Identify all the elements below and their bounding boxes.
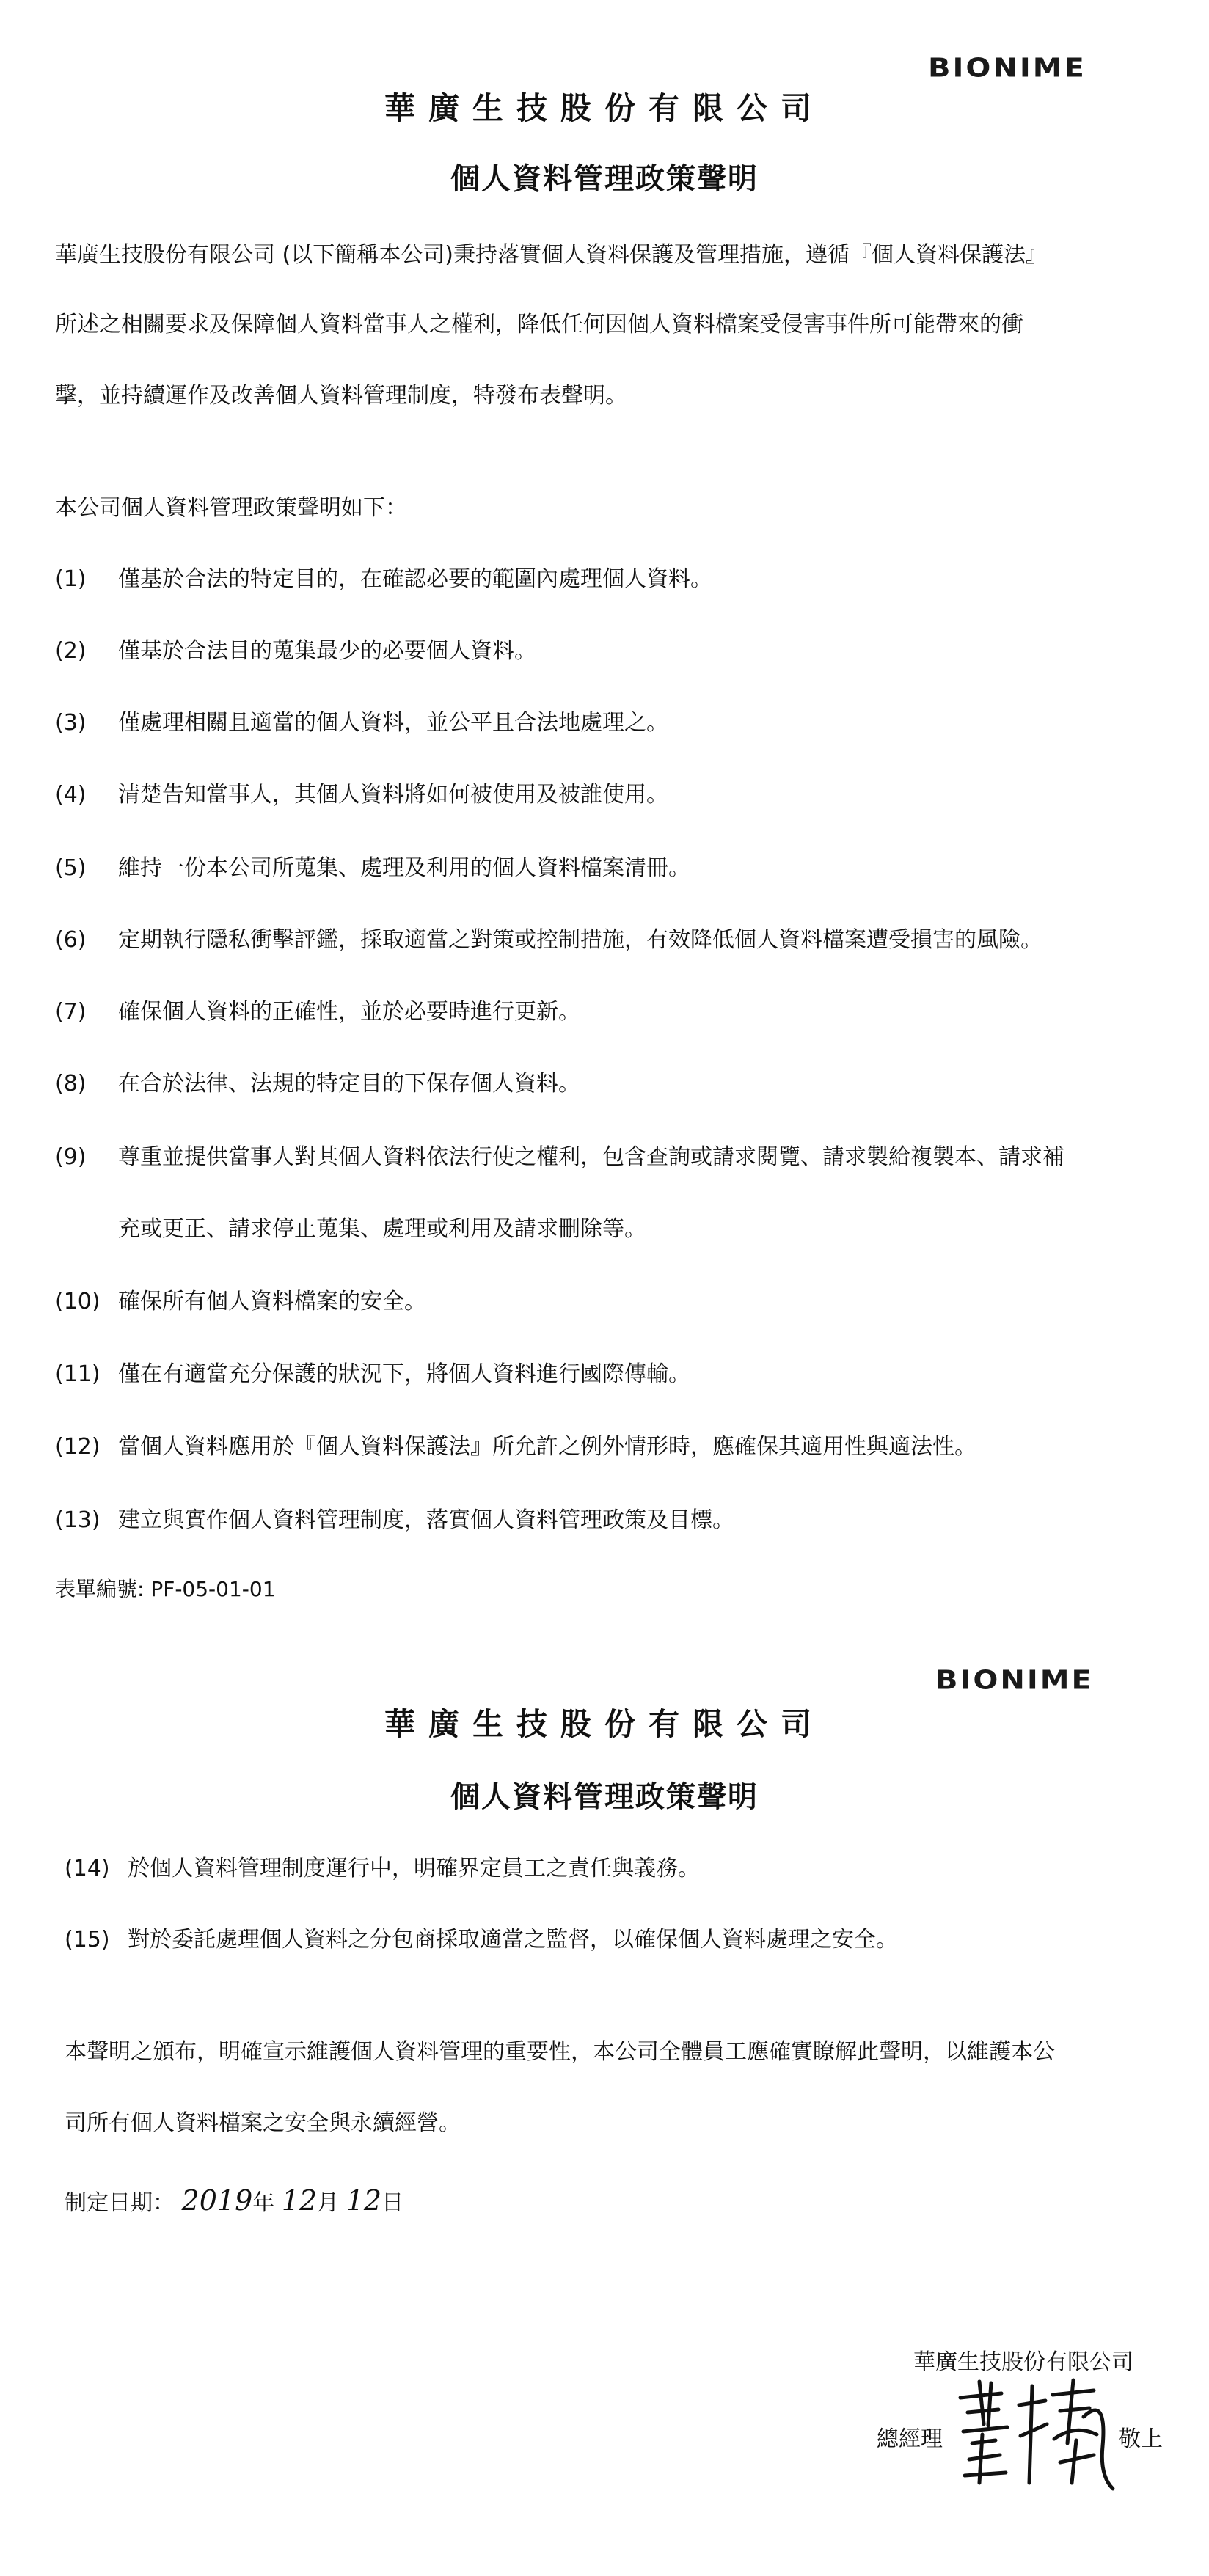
closing-line-2: 司所有個人資料檔案之安全與永續經營。 xyxy=(65,2110,461,2136)
date-month-unit: 月 xyxy=(317,2190,340,2216)
intro-line-2: 所述之相關要求及保障個人資料當事人之權利，降低任何因個人資料檔案受侵害事件所可能帶來的衝 xyxy=(55,312,1023,337)
form-code: 表單編號: PF-05-01-01 xyxy=(55,1577,276,1601)
list-item: (11) 僅在有適當充分保護的狀況下，將個人資料進行國際傳輸。 xyxy=(55,1361,690,1387)
list-item: (1) 僅基於合法的特定目的，在確認必要的範圍內處理個人資料。 xyxy=(55,566,712,592)
list-item: (5) 維持一份本公司所蒐集、處理及利用的個人資料檔案清冊。 xyxy=(55,855,690,881)
date-year-handwritten: 2019 xyxy=(181,2184,253,2217)
list-item: (7) 確保個人資料的正確性，並於必要時進行更新。 xyxy=(55,999,580,1025)
company-name-heading: 華廣生技股份有限公司 xyxy=(384,90,825,126)
date-year-unit: 年 xyxy=(252,2190,275,2216)
list-item: (2) 僅基於合法目的蒐集最少的必要個人資料。 xyxy=(55,638,536,664)
closing-line-1: 本聲明之頒布，明確宣示維護個人資料管理的重要性，本公司全體員工應確實瞭解此聲明，以維護本公 xyxy=(65,2039,1055,2065)
list-item: (6) 定期執行隱私衝擊評鑑，採取適當之對策或控制措施，有效降低個人資料檔案遭受損害的風險。 xyxy=(55,927,1042,953)
list-item: (14) 於個人資料管理制度運行中，明確界定員工之責任與義務。 xyxy=(65,1856,700,1881)
handwritten-signature xyxy=(950,2373,1119,2498)
company-logo: BIONIME xyxy=(935,1665,1094,1696)
company-logo: BIONIME xyxy=(928,53,1086,84)
intro-line-3: 擊，並持續運作及改善個人資料管理制度，特發布表聲明。 xyxy=(55,383,627,409)
date-label: 制定日期： xyxy=(65,2190,175,2216)
list-item: (4) 清楚告知當事人，其個人資料將如何被使用及被誰使用。 xyxy=(55,782,668,808)
sign-title: 總經理 xyxy=(877,2426,943,2452)
list-item: (9) 尊重並提供當事人對其個人資料依法行使之權利，包含查詢或請求閱覽、請求製給複製本、請求補 xyxy=(55,1144,1064,1170)
list-intro: 本公司個人資料管理政策聲明如下： xyxy=(55,495,407,521)
enactment-date xyxy=(65,2184,403,2217)
sign-closing: 敬上 xyxy=(1119,2426,1163,2452)
list-item: (13) 建立與實作個人資料管理制度，落實個人資料管理政策及目標。 xyxy=(55,1507,734,1533)
date-day-handwritten: 12 xyxy=(346,2184,382,2217)
intro-line-1: 華廣生技股份有限公司 (以下簡稱本公司)秉持落實個人資料保護及管理措施，遵循『個人資料保護法』 xyxy=(55,242,1048,268)
signing-company: 華廣生技股份有限公司 xyxy=(913,2349,1133,2375)
list-item: (12) 當個人資料應用於『個人資料保護法』所允許之例外情形時，應確保其適用性與適法性。 xyxy=(55,1434,976,1460)
list-item: (8) 在合於法律、法規的特定目的下保存個人資料。 xyxy=(55,1071,580,1097)
date-day-unit: 日 xyxy=(381,2190,404,2216)
page-title: 個人資料管理政策聲明 xyxy=(450,1780,759,1814)
company-name-heading: 華廣生技股份有限公司 xyxy=(384,1706,825,1742)
list-item: (10) 確保所有個人資料檔案的安全。 xyxy=(55,1289,426,1314)
list-item: (15) 對於委託處理個人資料之分包商採取適當之監督，以確保個人資料處理之安全。 xyxy=(65,1927,898,1953)
list-item: (3) 僅處理相關且適當的個人資料，並公平且合法地處理之。 xyxy=(55,710,668,736)
date-month-handwritten: 12 xyxy=(281,2184,318,2217)
list-item-continuation: 充或更正、請求停止蒐集、處理或利用及請求刪除等。 xyxy=(118,1216,646,1242)
page-title: 個人資料管理政策聲明 xyxy=(450,162,759,196)
